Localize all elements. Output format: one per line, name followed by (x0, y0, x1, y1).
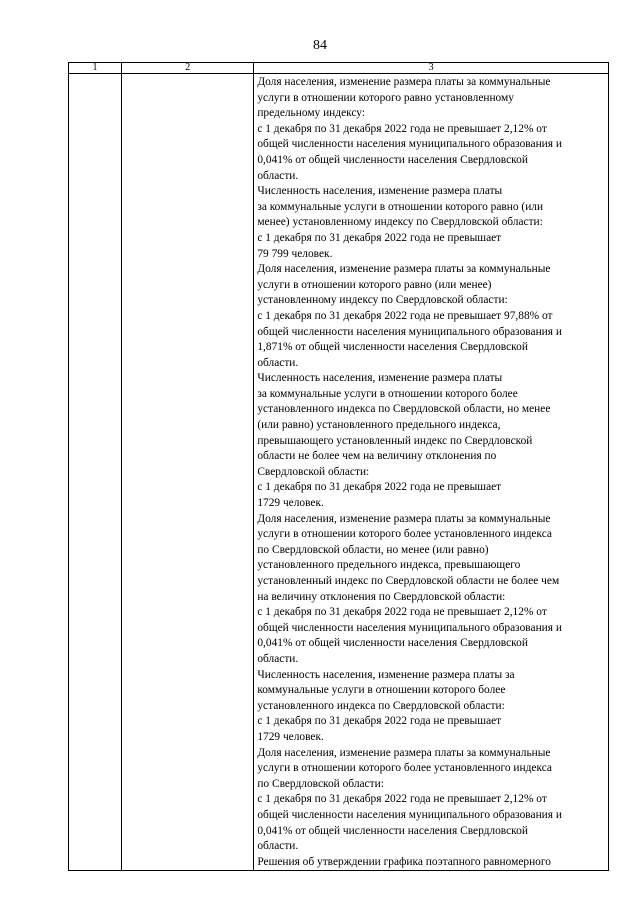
table-cell-column-2 (122, 74, 254, 871)
column-header-3: 3 (254, 63, 609, 74)
text-line: с 1 декабря по 31 декабря 2022 года не превышает (257, 715, 502, 728)
text-line: по Свердловской области: (257, 777, 384, 790)
text-line: коммунальные услуги в отношении которого более (257, 684, 506, 697)
text-line: 0,041% от общей численности населения Свердловской (257, 824, 528, 837)
text-line: 79 799 человек. (257, 247, 333, 260)
text-line: менее) установленному индексу по Свердловской области: (257, 216, 543, 229)
text-line: превышающего установленный индекс по Свердловской (257, 434, 533, 447)
text-line: общей численности населения муниципального образования и (257, 325, 562, 338)
text-line: области. (257, 840, 299, 853)
text-line: Доля населения, изменение размера платы за коммунальные (257, 512, 551, 525)
text-line: за коммунальные услуги в отношении которого более (257, 387, 518, 400)
text-line: с 1 декабря по 31 декабря 2022 года не превышает 2,12% от (257, 606, 547, 619)
text-line: по Свердловской области, но менее (или равно) (257, 543, 489, 556)
text-line: Численность населения, изменение размера платы (257, 372, 503, 385)
text-line: с 1 декабря по 31 декабря 2022 года не превышает (257, 231, 502, 244)
text-line: с 1 декабря по 31 декабря 2022 года не превышает 2,12% от (257, 793, 547, 806)
text-line: установленного индекса по Свердловской области: (257, 699, 505, 712)
text-line: области. (257, 356, 299, 369)
text-line: Численность населения, изменение размера платы за (257, 668, 515, 681)
text-line: Численность населения, изменение размера платы (257, 185, 503, 198)
text-line: установленный индекс по Свердловской области не более чем (257, 575, 560, 587)
text-line: общей численности населения муниципального образования и (257, 621, 562, 634)
text-line: области. (257, 169, 299, 182)
text-line: общей численности населения муниципального образования и (257, 138, 562, 151)
text-line: установленного индекса по Свердловской области, но менее (257, 403, 551, 416)
text-line: с 1 декабря по 31 декабря 2022 года не превышает (257, 481, 502, 494)
text-line: области. (257, 652, 299, 665)
text-line: Доля населения, изменение размера платы за коммунальные (257, 263, 551, 276)
text-line: с 1 декабря по 31 декабря 2022 года не превышает 2,12% от (257, 122, 547, 135)
text-line: области не более чем на величину отклонения по (257, 450, 497, 463)
text-line: общей численности населения муниципального образования и (257, 808, 562, 821)
text-line: (или равно) установленного предельного индекса, (257, 419, 501, 432)
text-line: за коммунальные услуги в отношении которого равно (или (257, 200, 544, 213)
page-number: 84 (313, 38, 327, 53)
text-line: услуги в отношении которого равно (или менее) (257, 278, 492, 291)
text-line: с 1 декабря по 31 декабря 2022 года не превышает 97,88% от (257, 309, 553, 322)
column-header-2: 2 (122, 63, 254, 74)
document-table (68, 62, 609, 871)
text-line: 1729 человек. (257, 497, 324, 510)
table-header-row (69, 63, 609, 74)
text-line: Доля населения, изменение размера платы за коммунальные (257, 746, 551, 759)
text-line: 1729 человек. (257, 730, 324, 743)
table-cell-column-1 (69, 74, 122, 871)
text-line: услуги в отношении которого более установленного индекса (257, 762, 552, 775)
text-line: 0,041% от общей численности населения Свердловской (257, 637, 528, 650)
text-line: Доля населения, изменение размера платы за коммунальные (257, 76, 551, 88)
text-line: 1,871% от общей численности населения Свердловской (257, 341, 528, 354)
text-line: предельному индексу: (257, 107, 365, 120)
text-line: на величину отклонения по Свердловской области: (257, 590, 506, 603)
text-line: Решения об утверждении графика поэтапного равномерного (257, 855, 551, 868)
text-line: установленному индексу по Свердловской области: (257, 294, 508, 307)
text-line: услуги в отношении которого более установленного индекса (257, 528, 552, 541)
text-line: Свердловской области: (257, 465, 370, 478)
table-row (69, 74, 609, 871)
text-line: 0,041% от общей численности населения Свердловской (257, 153, 528, 166)
text-line: установленного предельного индекса, превышающего (257, 559, 521, 572)
column-header-1: 1 (69, 63, 122, 74)
text-line: услуги в отношении которого равно установленному (257, 91, 514, 104)
table-cell-column-3 (254, 74, 609, 871)
